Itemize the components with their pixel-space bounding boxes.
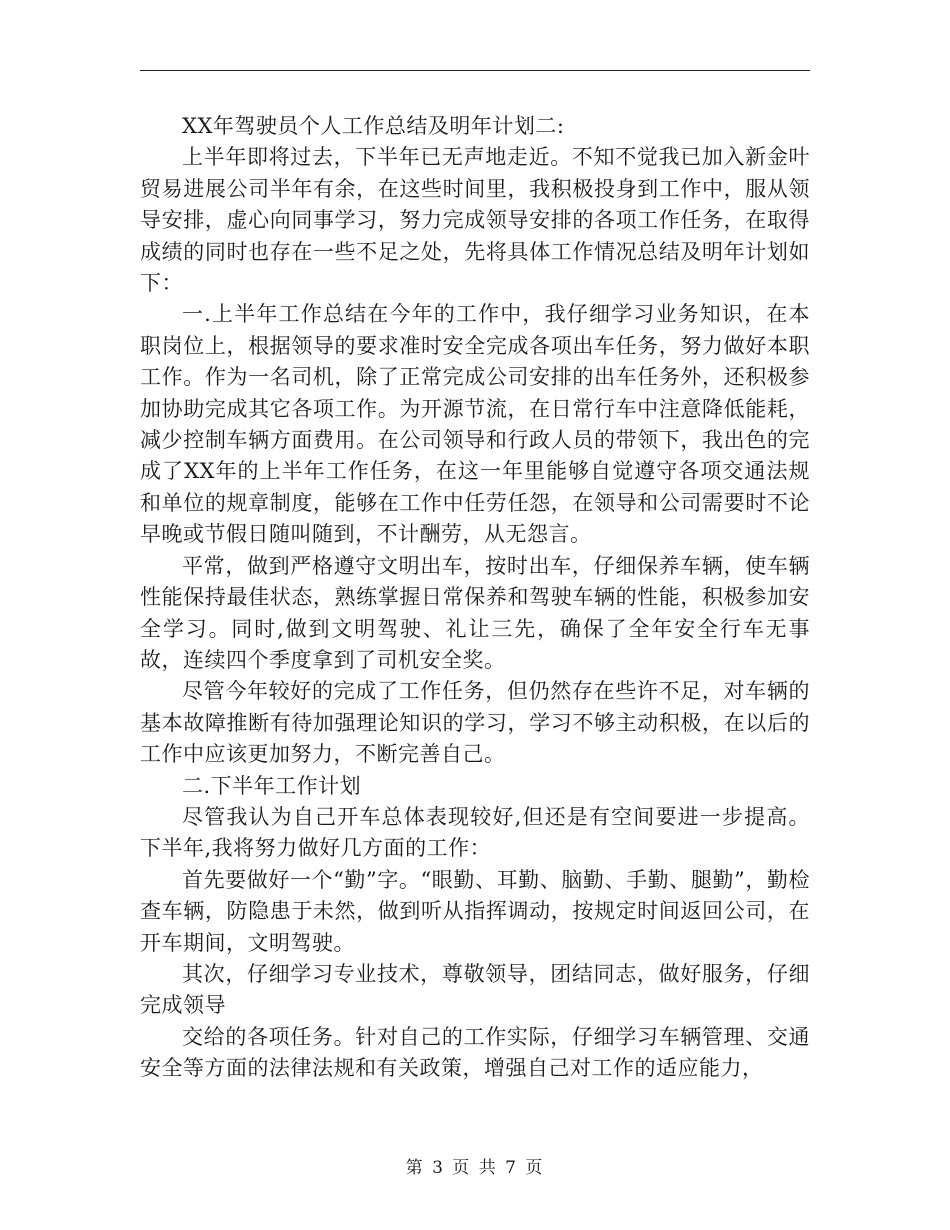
document-body (140, 111, 810, 1085)
doc-heading: XX年驾驶员个人工作总结及明年计划二: (182, 114, 565, 138)
paragraph-daily-conduct: 平常，做到严格遵守文明出车，按时出车，仔细保养车辆，使车辆性能保持最佳状态，熟练掌握日常保养和驾驶车辆的性能，积极参加安全学习。同时,做到文明驾驶、礼让三先，确保了全年安全行车无事故，连续四个季度拿到了司机安全奖。 (140, 553, 810, 672)
paragraph-plan-diligence: 首先要做好一个“勤”字。“眼勤、耳勤、脑勤、手勤、腿勤”，勤检查车辆，防隐患于未然，做到听从指挥调动，按规定时间返回公司，在开车期间，文明驾驶。 (140, 867, 810, 955)
paragraph-shortcomings: 尽管今年较好的完成了工作任务，但仍然存在些许不足，对车辆的基本故障推断有待加强理论知识的学习，学习不够主动积极，在以后的工作中应该更加努力，不断完善自己。 (140, 679, 810, 767)
header-divider (140, 70, 810, 71)
paragraph-plan-tasks: 交给的各项任务。针对自己的工作实际，仔细学习车辆管理、交通安全等方面的法律法规和有关政策，增强自己对工作的适应能力， (140, 1024, 810, 1081)
paragraph-first-half-summary: 一.上半年工作总结在今年的工作中，我仔细学习业务知识，在本职岗位上，根据领导的要求准时安全完成各项出车任务，努力做好本职工作。作为一名司机，除了正常完成公司安排的出车任务外，还积极参加协助完成其它各项工作。为开源节流，在日常行车中注意降低能耗，减少控制车辆方面费用。在公司领导和行政人员的带领下，我出色的完成了XX年的上半年工作任务，在这一年里能够自觉遵守各项交通法规和单位的规章制度，能够在工作中任劳任怨，在领导和公司需要时不论早晚或节假日随叫随到，不计酬劳，从无怨言。 (140, 302, 810, 547)
section-heading-plan: 二.下半年工作计划 (182, 773, 362, 798)
paragraph-plan-intro: 尽管我认为自己开车总体表现较好,但还是有空间要进一步提高。下半年,我将努力做好几方面的工作： (140, 804, 810, 861)
paragraph-plan-study: 其次，仔细学习专业技术，尊敬领导，团结同志，做好服务，仔细完成领导 (140, 961, 810, 1018)
page-number: 第 3 页 共 7 页 (405, 1158, 545, 1178)
paragraph-intro: 上半年即将过去，下半年已无声地走近。不知不觉我已加入新金叶贸易进展公司半年有余，在这些时间里，我积极投身到工作中，服从领导安排，虚心向同事学习，努力完成领导安排的各项工作任务，在取得成绩的同时也存在一些不足之处，先将具体工作情况总结及明年计划如下： (140, 145, 810, 296)
